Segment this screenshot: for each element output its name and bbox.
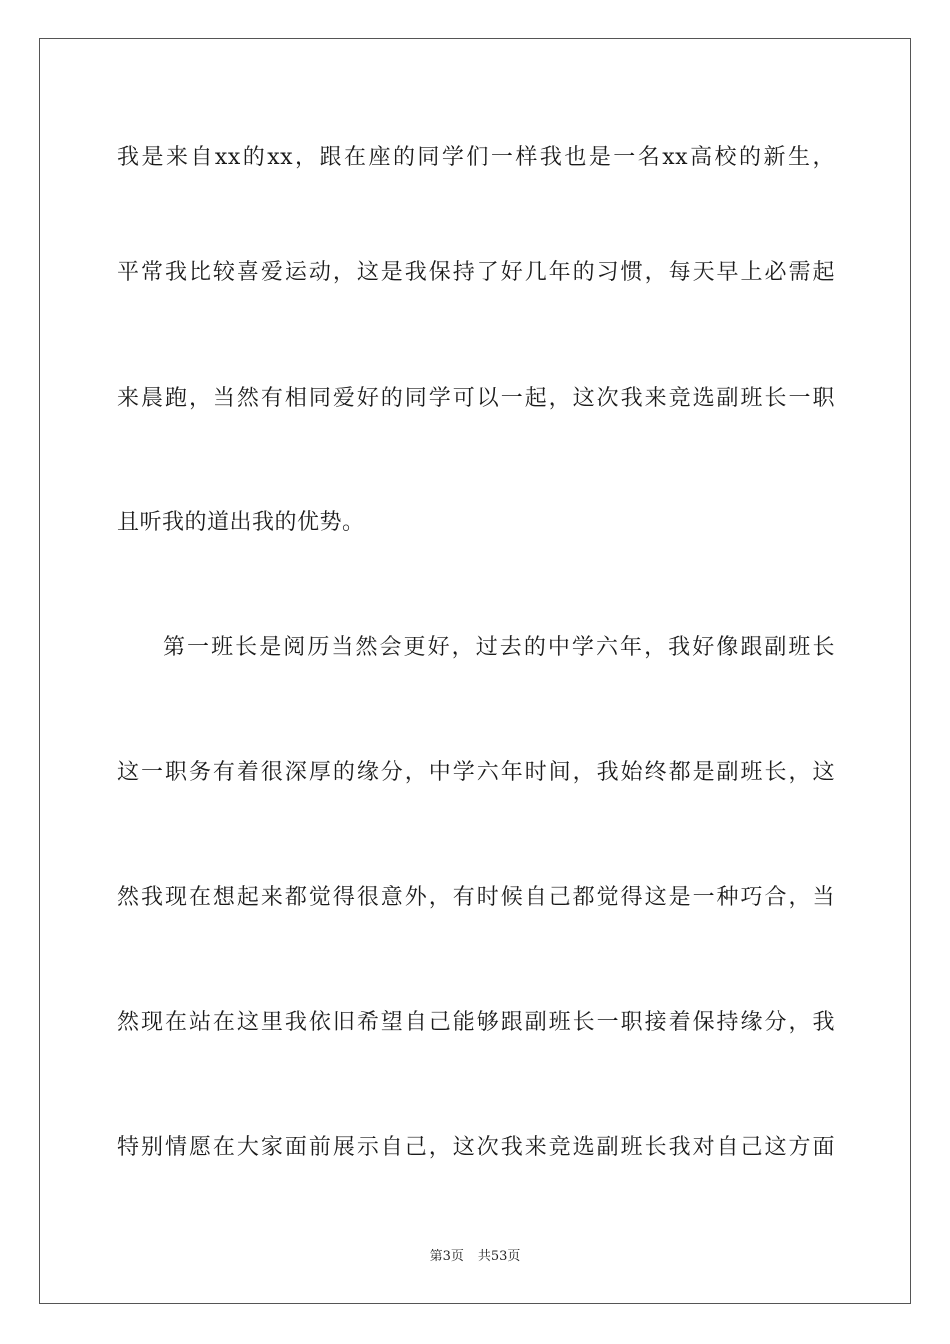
- body-line-8: 然现在站在这里我依旧希望自己能够跟副班长一职接着保持缘分，我: [117, 1010, 835, 1035]
- page-number: 第3页: [429, 1249, 464, 1264]
- body-line-2: 平常我比较喜爱运动，这是我保持了好几年的习惯，每天早上必需起: [117, 260, 835, 285]
- body-line-7: 然我现在想起来都觉得很意外，有时候自己都觉得这是一种巧合，当: [117, 885, 835, 910]
- body-line-3: 来晨跑，当然有相同爱好的同学可以一起，这次我来竞选副班长一职: [117, 386, 835, 411]
- body-line-5: 第一班长是阅历当然会更好，过去的中学六年，我好像跟副班长: [163, 635, 835, 660]
- body-line-1: 我是来自xx的xx，跟在座的同学们一样我也是一名xx高校的新生，: [117, 145, 835, 170]
- page-border: [39, 38, 911, 1304]
- body-line-6: 这一职务有着很深厚的缘分，中学六年时间，我始终都是副班长，这: [117, 760, 835, 785]
- page-footer: [0, 1248, 950, 1266]
- body-line-9: 特别情愿在大家面前展示自己，这次我来竞选副班长我对自己这方面: [117, 1135, 835, 1160]
- page-total: 共53页: [477, 1249, 521, 1264]
- body-line-4: 且听我的道出我的优势。: [117, 510, 365, 535]
